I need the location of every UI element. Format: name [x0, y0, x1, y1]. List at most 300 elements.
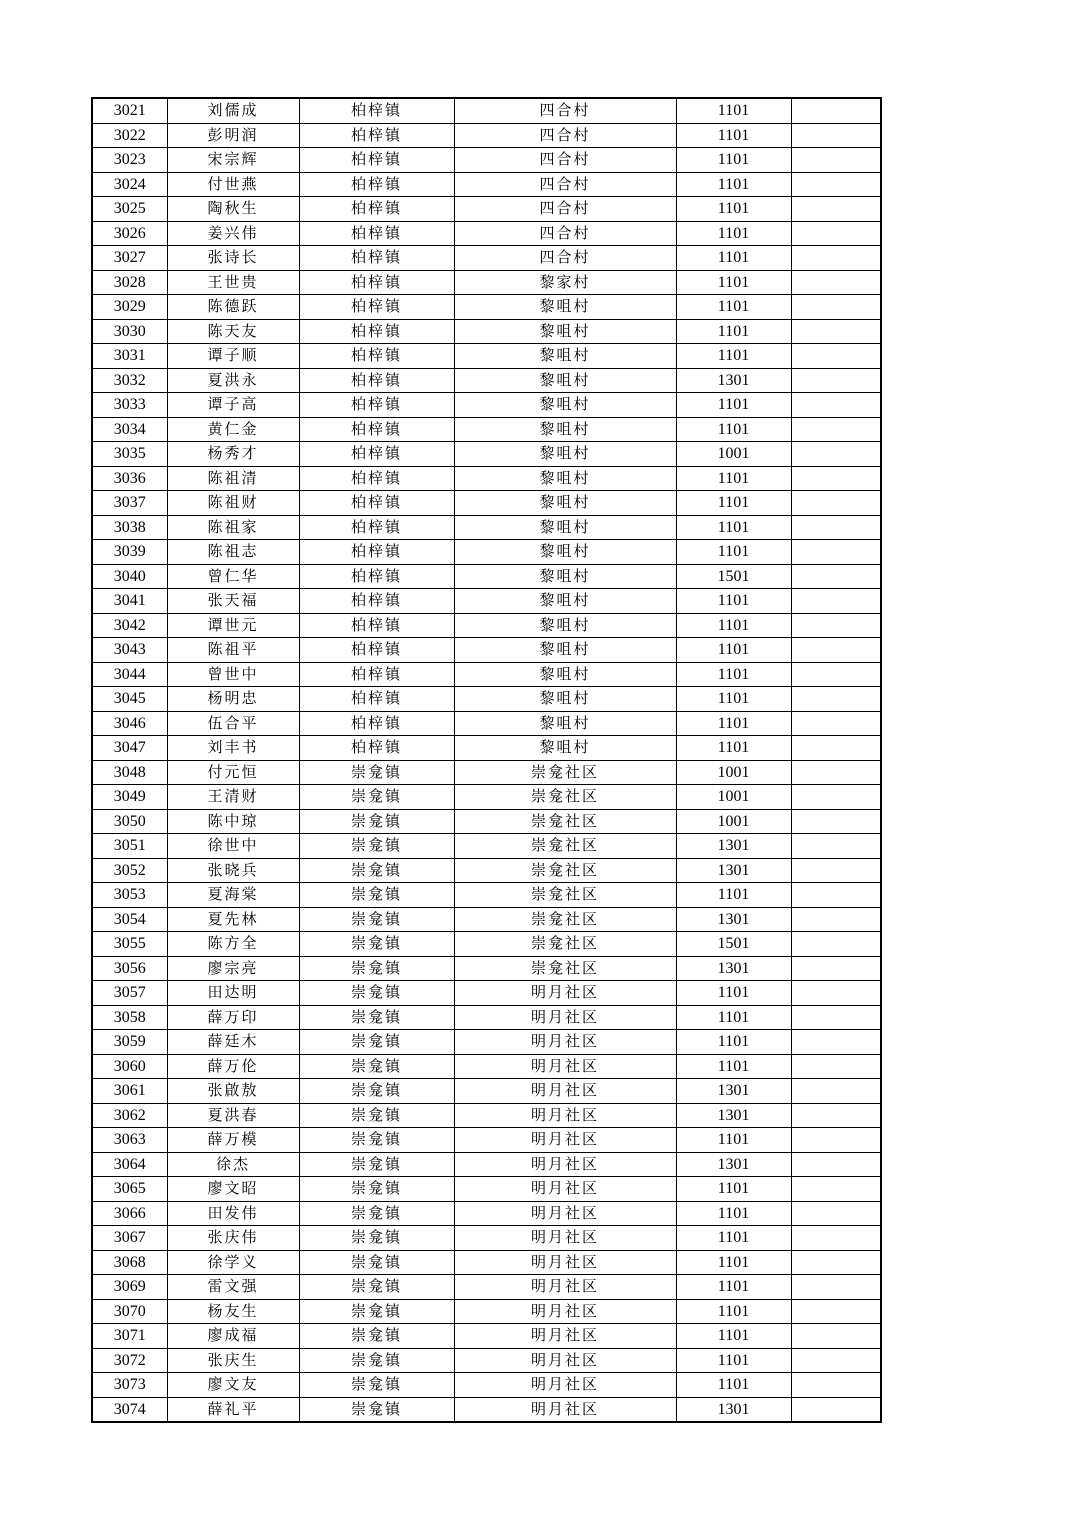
note-cell: [791, 98, 881, 123]
name-cell: 陈祖平: [167, 638, 299, 663]
code-cell: 1101: [676, 221, 791, 246]
name-cell: 彭明润: [167, 123, 299, 148]
note-cell: [791, 883, 881, 908]
table-row: [92, 491, 881, 516]
name-cell: 薛廷木: [167, 1030, 299, 1055]
note-cell: [791, 442, 881, 467]
table-row: [92, 589, 881, 614]
town-cell: 柏梓镇: [299, 589, 454, 614]
note-cell: [791, 956, 881, 981]
row-number-cell: 3058: [92, 1005, 167, 1030]
name-cell: 刘儒成: [167, 98, 299, 123]
note-cell: [791, 1177, 881, 1202]
table-row: [92, 736, 881, 761]
note-cell: [791, 123, 881, 148]
town-cell: 柏梓镇: [299, 466, 454, 491]
village-cell: 明月社区: [454, 1177, 676, 1202]
town-cell: 柏梓镇: [299, 687, 454, 712]
table-row: [92, 417, 881, 442]
row-number-cell: 3023: [92, 148, 167, 173]
name-cell: 张庆生: [167, 1348, 299, 1373]
town-cell: 柏梓镇: [299, 197, 454, 222]
village-cell: 四合村: [454, 148, 676, 173]
table-row: [92, 1005, 881, 1030]
name-cell: 宋宗辉: [167, 148, 299, 173]
note-cell: [791, 687, 881, 712]
code-cell: 1101: [676, 515, 791, 540]
row-number-cell: 3066: [92, 1201, 167, 1226]
row-number-cell: 3061: [92, 1079, 167, 1104]
name-cell: 伍合平: [167, 711, 299, 736]
code-cell: 1101: [676, 1030, 791, 1055]
code-cell: 1301: [676, 834, 791, 859]
name-cell: 付世燕: [167, 172, 299, 197]
village-cell: 黎咀村: [454, 344, 676, 369]
village-cell: 黎咀村: [454, 540, 676, 565]
table-row: [92, 1030, 881, 1055]
row-number-cell: 3036: [92, 466, 167, 491]
code-cell: 1101: [676, 736, 791, 761]
note-cell: [791, 172, 881, 197]
code-cell: 1101: [676, 1373, 791, 1398]
code-cell: 1101: [676, 491, 791, 516]
town-cell: 崇龛镇: [299, 1324, 454, 1349]
row-number-cell: 3056: [92, 956, 167, 981]
table-row: [92, 1250, 881, 1275]
code-cell: 1101: [676, 638, 791, 663]
row-number-cell: 3069: [92, 1275, 167, 1300]
code-cell: 1101: [676, 711, 791, 736]
town-cell: 柏梓镇: [299, 442, 454, 467]
village-cell: 黎咀村: [454, 417, 676, 442]
code-cell: 1101: [676, 1250, 791, 1275]
note-cell: [791, 1299, 881, 1324]
code-cell: 1101: [676, 1005, 791, 1030]
village-cell: 明月社区: [454, 1275, 676, 1300]
row-number-cell: 3029: [92, 295, 167, 320]
code-cell: 1101: [676, 687, 791, 712]
town-cell: 柏梓镇: [299, 393, 454, 418]
row-number-cell: 3055: [92, 932, 167, 957]
table-row: [92, 613, 881, 638]
row-number-cell: 3054: [92, 907, 167, 932]
note-cell: [791, 1128, 881, 1153]
town-cell: 崇龛镇: [299, 981, 454, 1006]
note-cell: [791, 907, 881, 932]
village-cell: 黎咀村: [454, 613, 676, 638]
town-cell: 柏梓镇: [299, 295, 454, 320]
town-cell: 崇龛镇: [299, 785, 454, 810]
code-cell: 1101: [676, 148, 791, 173]
table-row: [92, 344, 881, 369]
name-cell: 廖成福: [167, 1324, 299, 1349]
town-cell: 柏梓镇: [299, 515, 454, 540]
town-cell: 柏梓镇: [299, 319, 454, 344]
village-cell: 明月社区: [454, 1397, 676, 1422]
table-row: [92, 221, 881, 246]
row-number-cell: 3047: [92, 736, 167, 761]
note-cell: [791, 246, 881, 271]
code-cell: 1501: [676, 932, 791, 957]
code-cell: 1101: [676, 319, 791, 344]
name-cell: 田发伟: [167, 1201, 299, 1226]
row-number-cell: 3062: [92, 1103, 167, 1128]
village-cell: 崇龛社区: [454, 883, 676, 908]
village-cell: 崇龛社区: [454, 809, 676, 834]
code-cell: 1101: [676, 417, 791, 442]
name-cell: 黄仁金: [167, 417, 299, 442]
note-cell: [791, 1275, 881, 1300]
table-row: [92, 148, 881, 173]
village-cell: 明月社区: [454, 981, 676, 1006]
row-number-cell: 3053: [92, 883, 167, 908]
name-cell: 姜兴伟: [167, 221, 299, 246]
name-cell: 张天福: [167, 589, 299, 614]
village-cell: 崇龛社区: [454, 760, 676, 785]
row-number-cell: 3034: [92, 417, 167, 442]
note-cell: [791, 368, 881, 393]
village-cell: 崇龛社区: [454, 785, 676, 810]
code-cell: 1101: [676, 123, 791, 148]
note-cell: [791, 393, 881, 418]
code-cell: 1001: [676, 785, 791, 810]
village-cell: 黎咀村: [454, 295, 676, 320]
note-cell: [791, 417, 881, 442]
roster-table-body: [92, 98, 881, 1422]
row-number-cell: 3028: [92, 270, 167, 295]
table-row: [92, 172, 881, 197]
row-number-cell: 3037: [92, 491, 167, 516]
row-number-cell: 3039: [92, 540, 167, 565]
table-row: [92, 1373, 881, 1398]
note-cell: [791, 785, 881, 810]
code-cell: 1101: [676, 295, 791, 320]
name-cell: 夏海棠: [167, 883, 299, 908]
town-cell: 崇龛镇: [299, 1152, 454, 1177]
code-cell: 1301: [676, 1103, 791, 1128]
note-cell: [791, 932, 881, 957]
table-row: [92, 883, 881, 908]
village-cell: 黎家村: [454, 270, 676, 295]
code-cell: 1101: [676, 1177, 791, 1202]
note-cell: [791, 760, 881, 785]
village-cell: 黎咀村: [454, 515, 676, 540]
name-cell: 陈祖财: [167, 491, 299, 516]
table-row: [92, 1128, 881, 1153]
note-cell: [791, 1397, 881, 1422]
row-number-cell: 3050: [92, 809, 167, 834]
row-number-cell: 3074: [92, 1397, 167, 1422]
town-cell: 柏梓镇: [299, 98, 454, 123]
code-cell: 1301: [676, 1397, 791, 1422]
name-cell: 谭子高: [167, 393, 299, 418]
village-cell: 黎咀村: [454, 711, 676, 736]
roster-table: [91, 97, 882, 1423]
note-cell: [791, 466, 881, 491]
name-cell: 夏先林: [167, 907, 299, 932]
town-cell: 柏梓镇: [299, 148, 454, 173]
row-number-cell: 3035: [92, 442, 167, 467]
row-number-cell: 3040: [92, 564, 167, 589]
code-cell: 1101: [676, 1275, 791, 1300]
name-cell: 陈祖清: [167, 466, 299, 491]
name-cell: 田达明: [167, 981, 299, 1006]
name-cell: 雷文强: [167, 1275, 299, 1300]
village-cell: 崇龛社区: [454, 907, 676, 932]
village-cell: 黎咀村: [454, 442, 676, 467]
row-number-cell: 3032: [92, 368, 167, 393]
code-cell: 1501: [676, 564, 791, 589]
row-number-cell: 3043: [92, 638, 167, 663]
name-cell: 廖文友: [167, 1373, 299, 1398]
village-cell: 明月社区: [454, 1005, 676, 1030]
name-cell: 张诗长: [167, 246, 299, 271]
note-cell: [791, 711, 881, 736]
code-cell: 1101: [676, 981, 791, 1006]
code-cell: 1001: [676, 442, 791, 467]
table-row: [92, 564, 881, 589]
village-cell: 四合村: [454, 197, 676, 222]
village-cell: 崇龛社区: [454, 932, 676, 957]
code-cell: 1301: [676, 956, 791, 981]
name-cell: 薛万印: [167, 1005, 299, 1030]
row-number-cell: 3052: [92, 858, 167, 883]
village-cell: 明月社区: [454, 1079, 676, 1104]
village-cell: 黎咀村: [454, 491, 676, 516]
village-cell: 四合村: [454, 221, 676, 246]
village-cell: 明月社区: [454, 1299, 676, 1324]
name-cell: 陈祖家: [167, 515, 299, 540]
row-number-cell: 3051: [92, 834, 167, 859]
table-row: [92, 1324, 881, 1349]
town-cell: 柏梓镇: [299, 540, 454, 565]
note-cell: [791, 834, 881, 859]
name-cell: 谭世元: [167, 613, 299, 638]
name-cell: 陶秋生: [167, 197, 299, 222]
table-row: [92, 932, 881, 957]
note-cell: [791, 1079, 881, 1104]
row-number-cell: 3068: [92, 1250, 167, 1275]
note-cell: [791, 491, 881, 516]
code-cell: 1101: [676, 1226, 791, 1251]
town-cell: 崇龛镇: [299, 1030, 454, 1055]
note-cell: [791, 1054, 881, 1079]
name-cell: 杨友生: [167, 1299, 299, 1324]
name-cell: 陈方全: [167, 932, 299, 957]
town-cell: 柏梓镇: [299, 638, 454, 663]
village-cell: 明月社区: [454, 1348, 676, 1373]
name-cell: 廖宗亮: [167, 956, 299, 981]
code-cell: 1101: [676, 883, 791, 908]
code-cell: 1101: [676, 466, 791, 491]
row-number-cell: 3024: [92, 172, 167, 197]
town-cell: 崇龛镇: [299, 1005, 454, 1030]
table-row: [92, 1299, 881, 1324]
table-row: [92, 858, 881, 883]
code-cell: 1101: [676, 1128, 791, 1153]
note-cell: [791, 981, 881, 1006]
note-cell: [791, 344, 881, 369]
row-number-cell: 3033: [92, 393, 167, 418]
village-cell: 明月社区: [454, 1152, 676, 1177]
village-cell: 明月社区: [454, 1373, 676, 1398]
village-cell: 四合村: [454, 172, 676, 197]
name-cell: 杨明忠: [167, 687, 299, 712]
table-row: [92, 785, 881, 810]
name-cell: 徐世中: [167, 834, 299, 859]
row-number-cell: 3073: [92, 1373, 167, 1398]
table-row: [92, 687, 881, 712]
name-cell: 刘丰书: [167, 736, 299, 761]
table-row: [92, 711, 881, 736]
table-row: [92, 515, 881, 540]
note-cell: [791, 319, 881, 344]
row-number-cell: 3065: [92, 1177, 167, 1202]
row-number-cell: 3063: [92, 1128, 167, 1153]
note-cell: [791, 197, 881, 222]
town-cell: 崇龛镇: [299, 907, 454, 932]
note-cell: [791, 1005, 881, 1030]
table-row: [92, 246, 881, 271]
town-cell: 柏梓镇: [299, 270, 454, 295]
row-number-cell: 3057: [92, 981, 167, 1006]
name-cell: 薛万模: [167, 1128, 299, 1153]
village-cell: 明月社区: [454, 1201, 676, 1226]
town-cell: 崇龛镇: [299, 1348, 454, 1373]
town-cell: 崇龛镇: [299, 1299, 454, 1324]
row-number-cell: 3071: [92, 1324, 167, 1349]
village-cell: 明月社区: [454, 1054, 676, 1079]
note-cell: [791, 148, 881, 173]
name-cell: 薛万伦: [167, 1054, 299, 1079]
note-cell: [791, 1373, 881, 1398]
town-cell: 柏梓镇: [299, 246, 454, 271]
town-cell: 柏梓镇: [299, 564, 454, 589]
table-row: [92, 197, 881, 222]
row-number-cell: 3046: [92, 711, 167, 736]
note-cell: [791, 589, 881, 614]
town-cell: 柏梓镇: [299, 368, 454, 393]
village-cell: 黎咀村: [454, 564, 676, 589]
town-cell: 柏梓镇: [299, 662, 454, 687]
code-cell: 1301: [676, 1152, 791, 1177]
row-number-cell: 3072: [92, 1348, 167, 1373]
table-row: [92, 1397, 881, 1422]
note-cell: [791, 295, 881, 320]
code-cell: 1301: [676, 858, 791, 883]
village-cell: 黎咀村: [454, 662, 676, 687]
row-number-cell: 3044: [92, 662, 167, 687]
name-cell: 夏洪春: [167, 1103, 299, 1128]
table-row: [92, 466, 881, 491]
town-cell: 柏梓镇: [299, 221, 454, 246]
table-row: [92, 442, 881, 467]
town-cell: 柏梓镇: [299, 613, 454, 638]
note-cell: [791, 1324, 881, 1349]
name-cell: 薛礼平: [167, 1397, 299, 1422]
name-cell: 徐学义: [167, 1250, 299, 1275]
table-row: [92, 295, 881, 320]
table-row: [92, 1177, 881, 1202]
village-cell: 黎咀村: [454, 736, 676, 761]
row-number-cell: 3027: [92, 246, 167, 271]
row-number-cell: 3048: [92, 760, 167, 785]
name-cell: 张庆伟: [167, 1226, 299, 1251]
code-cell: 1101: [676, 1299, 791, 1324]
table-row: [92, 1348, 881, 1373]
name-cell: 陈中琼: [167, 809, 299, 834]
row-number-cell: 3041: [92, 589, 167, 614]
village-cell: 明月社区: [454, 1226, 676, 1251]
row-number-cell: 3045: [92, 687, 167, 712]
code-cell: 1101: [676, 270, 791, 295]
village-cell: 四合村: [454, 98, 676, 123]
town-cell: 崇龛镇: [299, 809, 454, 834]
village-cell: 黎咀村: [454, 319, 676, 344]
code-cell: 1101: [676, 540, 791, 565]
town-cell: 崇龛镇: [299, 1275, 454, 1300]
note-cell: [791, 736, 881, 761]
name-cell: 陈德跃: [167, 295, 299, 320]
town-cell: 崇龛镇: [299, 1054, 454, 1079]
code-cell: 1301: [676, 368, 791, 393]
code-cell: 1301: [676, 1079, 791, 1104]
note-cell: [791, 662, 881, 687]
village-cell: 崇龛社区: [454, 834, 676, 859]
note-cell: [791, 1201, 881, 1226]
name-cell: 张晓兵: [167, 858, 299, 883]
village-cell: 崇龛社区: [454, 858, 676, 883]
name-cell: 杨秀才: [167, 442, 299, 467]
town-cell: 柏梓镇: [299, 123, 454, 148]
town-cell: 柏梓镇: [299, 491, 454, 516]
village-cell: 黎咀村: [454, 687, 676, 712]
village-cell: 明月社区: [454, 1030, 676, 1055]
village-cell: 明月社区: [454, 1103, 676, 1128]
code-cell: 1101: [676, 393, 791, 418]
code-cell: 1101: [676, 98, 791, 123]
table-row: [92, 907, 881, 932]
table-row: [92, 760, 881, 785]
row-number-cell: 3070: [92, 1299, 167, 1324]
table-row: [92, 540, 881, 565]
row-number-cell: 3067: [92, 1226, 167, 1251]
table-row: [92, 1103, 881, 1128]
town-cell: 崇龛镇: [299, 932, 454, 957]
code-cell: 1101: [676, 1201, 791, 1226]
table-row: [92, 981, 881, 1006]
table-row: [92, 1079, 881, 1104]
note-cell: [791, 809, 881, 834]
town-cell: 柏梓镇: [299, 417, 454, 442]
code-cell: 1101: [676, 1348, 791, 1373]
table-row: [92, 1054, 881, 1079]
village-cell: 黎咀村: [454, 393, 676, 418]
note-cell: [791, 638, 881, 663]
code-cell: 1301: [676, 907, 791, 932]
town-cell: 崇龛镇: [299, 1226, 454, 1251]
row-number-cell: 3025: [92, 197, 167, 222]
table-row: [92, 638, 881, 663]
village-cell: 黎咀村: [454, 466, 676, 491]
row-number-cell: 3022: [92, 123, 167, 148]
table-row: [92, 270, 881, 295]
name-cell: 付元恒: [167, 760, 299, 785]
row-number-cell: 3031: [92, 344, 167, 369]
row-number-cell: 3038: [92, 515, 167, 540]
town-cell: 崇龛镇: [299, 1250, 454, 1275]
table-row: [92, 98, 881, 123]
